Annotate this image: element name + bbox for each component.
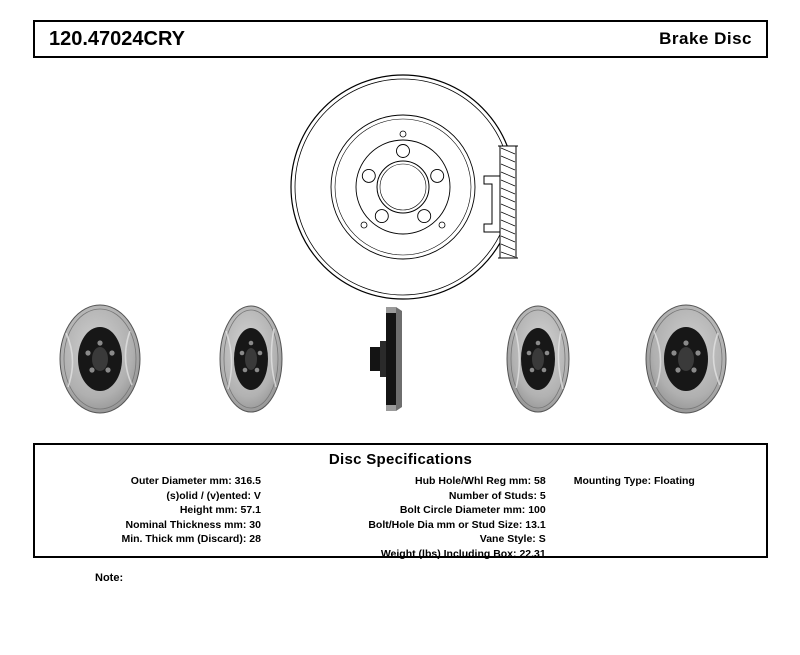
spec-panel-title: Disc Specifications (328, 451, 473, 468)
spec-columns (35, 474, 766, 561)
rotor-photo-right-angle-icon (630, 303, 742, 420)
spec-column-middle (267, 474, 552, 561)
spec-item: Vane Style: S (479, 533, 546, 545)
note-label: Note: (95, 572, 124, 584)
spec-item: Bolt/Hole Dia mm or Stud Size: 13.1 (368, 518, 546, 531)
part-number: 120.47024CRY (49, 27, 186, 50)
brake-disc-cross-section-icon (470, 58, 560, 293)
page-title: Brake Disc (659, 29, 752, 48)
drawing-area (0, 58, 800, 438)
disc-specifications-panel (33, 443, 768, 558)
rotor-photo-left-center-icon (196, 303, 314, 420)
spec-item: Bolt Circle Diameter mm: 100 (399, 504, 546, 516)
spec-item: Outer Diameter mm: 316.5 (130, 475, 261, 487)
spec-item: Nominal Thickness mm: 30 (125, 518, 261, 531)
spec-item: (s)olid / (v)ented: V (166, 489, 261, 502)
rotor-photo-row (0, 303, 800, 438)
spec-item: Weight (lbs) Including Box: 22.31 (380, 547, 546, 560)
spec-column-left (35, 474, 267, 561)
spec-item: Number of Studs: 5 (448, 489, 546, 502)
spec-item: Height mm: 57.1 (179, 504, 261, 516)
spec-column-right (552, 474, 766, 561)
rotor-edge-profile-icon (360, 303, 420, 420)
spec-item: Min. Thick mm (Discard): 28 (121, 533, 261, 545)
spec-item: Hub Hole/Whl Reg mm: 58 (415, 475, 546, 487)
document-header (33, 20, 768, 58)
rotor-photo-left-angle-icon (44, 303, 156, 420)
rotor-photo-right-center-icon (478, 303, 596, 420)
top-drawing-row (0, 58, 800, 308)
spec-item: Mounting Type: Floating (573, 475, 695, 487)
